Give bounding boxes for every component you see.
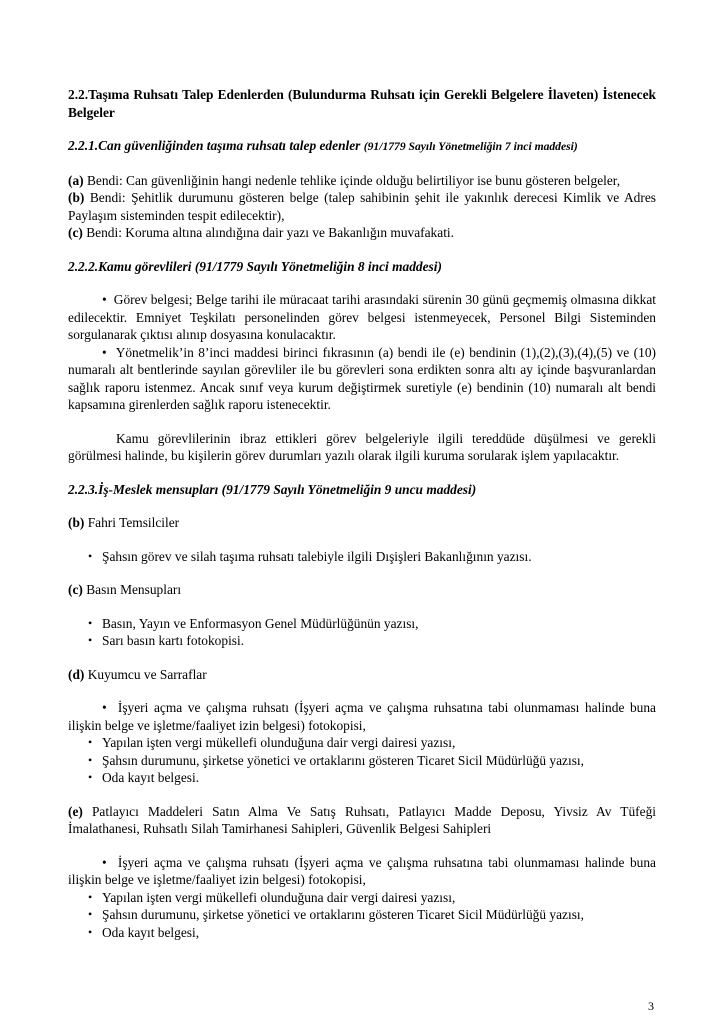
item-heading: (c) Basın Mensupları bbox=[68, 582, 182, 597]
item-heading: (d) Kuyumcu ve Sarraflar bbox=[68, 666, 207, 682]
subsection-heading-2-2-2: 2.2.2.Kamu görevlileri (91/1779 Sayılı Yönetmeliğin 8 inci maddesi) bbox=[68, 258, 442, 274]
page-number: 3 bbox=[648, 999, 654, 1013]
list-item: • Basın, Yayın ve Enformasyon Genel Müdürlüğünün yazısı, bbox=[88, 615, 419, 631]
bullet-list bbox=[68, 854, 656, 942]
list-item: • Şahsın görev ve silah taşıma ruhsatı talebiyle ilgili Dışişleri Bakanlığının yazısı. bbox=[88, 548, 532, 564]
list-item: (a) Bendi: Can güvenliğinin hangi nedenle tehlike içinde olduğu belirtiliyor ise bunu gösteren belgeler, bbox=[68, 172, 621, 188]
bullet-list bbox=[68, 548, 656, 566]
list-item: • Şahsın durumunu, şirketse yönetici ve ortaklarını gösteren Ticaret Sicil Müdürlüğü yazısı, bbox=[88, 907, 584, 922]
paragraph: Kamu görevlilerinin ibraz ettikleri görev belgeleriyle ilgili tereddüde düşülmesi ve gerekli görülmesi halinde, bu kişilerin görev durumları yazılı olarak ilgili kuruma sorularak işlem yapılacaktır. bbox=[68, 430, 656, 463]
subsection-heading-2-2-3: 2.2.3.İş-Meslek mensupları (91/1779 Sayılı Yönetmeliğin 9 uncu maddesi) bbox=[68, 481, 477, 497]
bullet-list bbox=[68, 699, 656, 787]
list-item: • Yönetmelik’in 8’inci maddesi birinci fıkrasının (a) bendi ile (e) bendinin (1),(2),(3),(4),(5) ve (10) numaralı alt bentlerinde sayılan görevliler ile bu görevleri sona erdikten sonra altı ay içinde başvuranlardan sağlık raporu istenmez. Ancak sınıf veya kurum değiştirmek suretiyle (e) bendinin (10) numaralı alt bendi kapsamına girenlerden sağlık raporu istenecektir. bbox=[68, 344, 656, 412]
bullet-list-2-2-2 bbox=[68, 291, 656, 414]
list-item: • Sarı basın kartı fotokopisi. bbox=[88, 633, 245, 648]
subsection-title: 2.2.1.Can güvenliğinden taşıma ruhsatı talep edenler bbox=[68, 138, 361, 153]
list-item: (b) Bendi: Şehitlik durumunu gösteren belge (talep sahibinin şehit ile yakınlık derecesi Kimlik ve Adres Paylaşım sisteminden tespit edilecektir), bbox=[68, 190, 656, 223]
list-item: • Yapılan işten vergi mükellefi olunduğuna dair vergi dairesi yazısı, bbox=[88, 735, 456, 750]
list-item: (c) Bendi: Koruma altına alındığına dair yazı ve Bakanlığın muvafakati. bbox=[68, 225, 454, 240]
subsection-reference: (91/1779 Sayılı Yönetmeliğin 7 inci maddesi) bbox=[363, 140, 578, 153]
item-list-2-2-1 bbox=[68, 172, 656, 242]
bullet-list bbox=[68, 615, 656, 650]
list-item: • İşyeri açma ve çalışma ruhsatı (İşyeri açma ve çalışma ruhsatına tabi olunmaması halinde buna ilişkin belge ve işletme/faaliyet izin belgesi) fotokopisi, bbox=[68, 854, 657, 887]
list-item: • Oda kayıt belgesi, bbox=[88, 924, 200, 940]
list-item: • Görev belgesi; Belge tarihi ile müracaat tarihi arasındaki sürenin 30 günü geçmemiş olmasına dikkat edilecektir. Emniyet Teşkilatı personelinden görev belgesi istenmeyecek, Personel Bilgi Sisteminden sorgulanarak çıktısı alınıp dosyasına konulacaktır. bbox=[68, 292, 656, 342]
list-item: • Yapılan işten vergi mükellefi olunduğuna dair vergi dairesi yazısı, bbox=[88, 889, 456, 905]
list-item: • İşyeri açma ve çalışma ruhsatı (İşyeri açma ve çalışma ruhsatına tabi olunmaması halinde buna ilişkin belge ve işletme/faaliyet izin belgesi) fotokopisi, bbox=[68, 700, 657, 733]
list-item: • Şahsın durumunu, şirketse yönetici ve ortaklarını gösteren Ticaret Sicil Müdürlüğü yazısı, bbox=[88, 752, 584, 768]
item-heading: (b) Fahri Temsilciler bbox=[68, 515, 180, 530]
item-heading: (e) Patlayıcı Maddeleri Satın Alma Ve Satış Ruhsatı, Patlayıcı Madde Deposu, Yivsiz Av Tüfeği İmalathanesi, Ruhsatlı Silah Tamirhanesi Sahipleri, Güvenlik Belgesi Sahipleri bbox=[68, 803, 656, 836]
section-heading-2-2: 2.2.Taşıma Ruhsatı Talep Edenlerden (Bulundurma Ruhsatı için Gerekli Belgelere İlaveten) İstenecek Belgeler bbox=[68, 87, 656, 120]
list-item: • Oda kayıt belgesi. bbox=[88, 770, 200, 785]
subsection-heading-2-2-1 bbox=[68, 137, 656, 156]
document-page bbox=[68, 86, 656, 941]
